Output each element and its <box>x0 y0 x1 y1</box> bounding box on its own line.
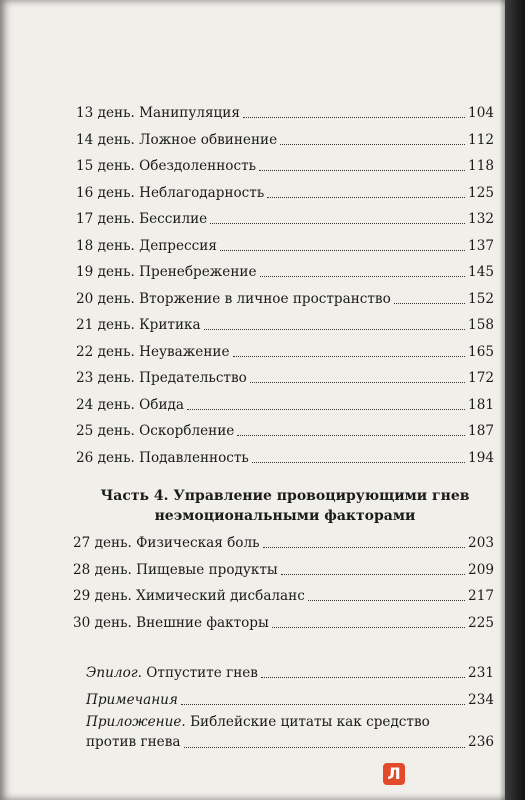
appendix-line1 <box>86 712 494 732</box>
toc-entry-label: 13 день. Манипуляция <box>76 105 240 121</box>
toc-entry-page: 236 <box>468 734 494 750</box>
toc-entry <box>76 153 494 175</box>
leader-dots <box>261 676 465 678</box>
part-heading-line2: неэмоциональными факторами <box>154 508 416 524</box>
appendix-prefix: Приложение. <box>86 714 186 730</box>
toc-entry-page: 132 <box>468 211 494 227</box>
toc-entry <box>76 392 494 414</box>
leader-dots <box>243 116 465 118</box>
page-edge-shadow <box>505 0 525 800</box>
leader-dots <box>280 143 465 145</box>
toc-entry <box>73 557 494 579</box>
leader-dots <box>394 302 465 304</box>
toc-entry-page: 181 <box>468 397 494 413</box>
toc-entry-page: 231 <box>468 665 494 681</box>
appendix-text-line1: Библейские цитаты как средство <box>190 714 430 730</box>
leader-dots <box>281 573 465 575</box>
leader-dots <box>181 703 465 705</box>
leader-dots <box>184 746 466 748</box>
leader-dots <box>252 461 465 463</box>
toc-entry-label: 18 день. Депрессия <box>76 238 217 254</box>
toc-entry-label: 29 день. Химический дисбаланс <box>73 588 305 604</box>
toc-entry-label: 30 день. Внешние факторы <box>73 615 269 631</box>
leader-dots <box>272 626 465 628</box>
toc-entry-label: 25 день. Оскорбление <box>76 423 235 439</box>
toc-entry-label: 28 день. Пищевые продукты <box>73 562 278 578</box>
toc-entry <box>76 365 494 387</box>
toc-entry <box>76 206 494 228</box>
toc-entry-label: 23 день. Предательство <box>76 370 247 386</box>
leader-dots <box>220 249 465 251</box>
toc-entry-page: 194 <box>468 450 494 466</box>
toc-entry-label: 26 день. Подавленность <box>76 450 249 466</box>
toc-entry <box>76 127 494 149</box>
leader-dots <box>260 275 466 277</box>
leader-dots <box>308 599 465 601</box>
publisher-logo: Л <box>383 763 405 785</box>
epilogue-text: Отпустите гнев <box>146 665 258 681</box>
toc-entry <box>76 418 494 440</box>
toc-entry-label: 19 день. Пренебрежение <box>76 264 257 280</box>
leader-dots <box>204 328 465 330</box>
leader-dots <box>263 546 466 548</box>
leader-dots <box>237 434 465 436</box>
toc-entry <box>76 312 494 334</box>
epilogue-prefix: Эпилог. <box>86 665 142 681</box>
toc-entry-page: 225 <box>468 615 494 631</box>
toc-entry-page: 217 <box>468 588 494 604</box>
toc-entry-label: 27 день. Физическая боль <box>73 535 260 551</box>
leader-dots <box>233 355 466 357</box>
leader-dots <box>259 169 465 171</box>
toc-entry-label: 14 день. Ложное обвинение <box>76 132 278 148</box>
toc-entry-page: 203 <box>468 535 494 551</box>
toc-entry-page: 158 <box>468 317 494 333</box>
toc-entry-page: 165 <box>468 344 494 360</box>
leader-dots <box>210 222 465 224</box>
toc-entry-appendix <box>86 712 494 752</box>
toc-entry-page: 118 <box>468 158 494 174</box>
leader-dots <box>267 196 465 198</box>
toc-entry <box>76 445 494 467</box>
toc-entry-page: 125 <box>468 185 494 201</box>
toc-entry <box>76 286 494 308</box>
toc-entry-page: 137 <box>468 238 494 254</box>
toc-entry-page: 172 <box>468 370 494 386</box>
toc-entry <box>76 233 494 255</box>
toc-entry <box>73 610 494 632</box>
toc-entry-label: 16 день. Неблагодарность <box>76 185 265 201</box>
toc-entry-page: 234 <box>468 692 494 708</box>
toc-entry <box>73 583 494 605</box>
leader-dots <box>187 408 465 410</box>
toc-entry <box>76 259 494 281</box>
toc-entry-label: 20 день. Вторжение в личное пространство <box>76 291 391 307</box>
part-heading-line1: Часть 4. Управление провоцирующими гнев <box>100 488 470 504</box>
toc-entry-page: 209 <box>468 562 494 578</box>
toc-entry-label: 17 день. Бессилие <box>76 211 208 227</box>
toc-entry-page: 104 <box>468 105 494 121</box>
appendix-line2 <box>86 732 494 752</box>
appendix-text-line2: против гнева <box>86 734 181 750</box>
toc-entry <box>76 100 494 122</box>
toc-entry-epilogue <box>86 660 494 682</box>
toc-entry-page: 145 <box>468 264 494 280</box>
toc-entry <box>76 180 494 202</box>
toc-entry-label: 21 день. Критика <box>76 317 201 333</box>
toc-entry-page: 187 <box>468 423 494 439</box>
toc-entry-label: 22 день. Неуважение <box>76 344 230 360</box>
toc-entry-label: 15 день. Обездоленность <box>76 158 256 174</box>
toc-entry-page: 152 <box>468 291 494 307</box>
notes-label: Примечания <box>86 692 178 708</box>
leader-dots <box>250 381 465 383</box>
toc-entry-label: 24 день. Обида <box>76 397 184 413</box>
toc-entry-notes <box>86 687 494 709</box>
toc-entry-page: 112 <box>468 132 494 148</box>
toc-entry <box>76 339 494 361</box>
toc-entry <box>73 530 494 552</box>
